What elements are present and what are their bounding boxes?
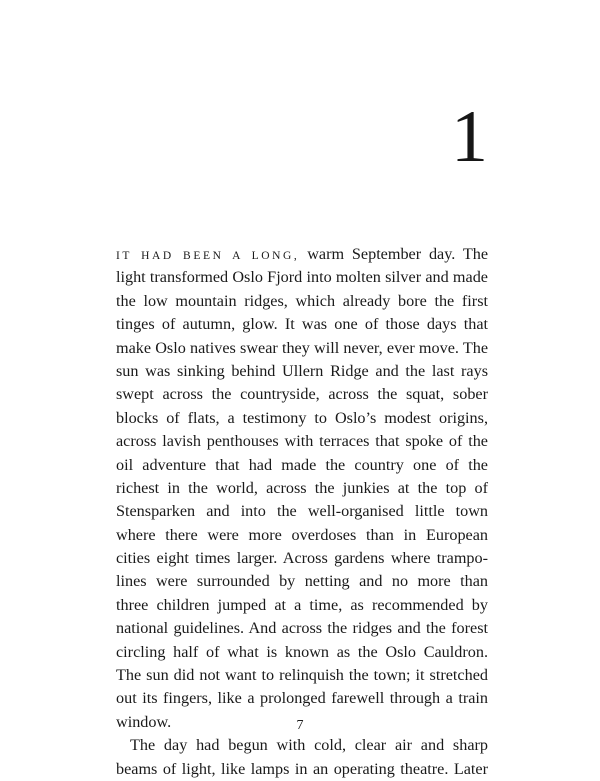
text-line: tinges of autumn, glow. It was one of those days that (116, 315, 488, 334)
text-line: Stensparken and into the well-organised little town (116, 502, 488, 521)
text-line: make Oslo natives swear they will never, ever move. The (116, 338, 488, 357)
text-line: The sun did not want to relinquish the town; it stretched (116, 666, 488, 685)
text-line: beams of light, like lamps in an operating theatre. Later (116, 759, 488, 778)
text-line: the low mountain ridges, which already bore the first (116, 291, 488, 310)
paragraph-1 (116, 243, 488, 734)
text-line: sun was sinking behind Ullern Ridge and the last rays (116, 361, 488, 380)
text-line: The day had begun with cold, clear air and sharp (130, 736, 488, 755)
text-line: lines were surrounded by netting and no more than (116, 572, 488, 591)
text-line-rest: warm September day. The (299, 245, 489, 263)
page-number: 7 (296, 718, 304, 733)
body-text (116, 243, 488, 781)
text-line (116, 243, 488, 266)
text-line: out its fingers, like a prolonged farewell through a train (116, 689, 488, 708)
text-line: window. (116, 712, 172, 731)
lead-in-smallcaps: IT HAD BEEN A LONG, (116, 250, 300, 262)
text-line: richest in the world, across the junkies at the top of (116, 478, 488, 497)
text-line: light transformed Oslo Fjord into molten silver and made (116, 268, 488, 287)
text-line: circling half of what is known as the Oslo Cauldron. (116, 642, 488, 661)
paragraph-2 (116, 734, 488, 781)
chapter-number: 1 (451, 96, 488, 178)
text-line: cities eight times larger. Across gardens where trampo- (116, 549, 488, 568)
text-line: across lavish penthouses with terraces that spoke of the (116, 432, 488, 451)
text-line: national guidelines. And across the ridges and the forest (116, 619, 488, 638)
text-line: three children jumped at a time, as recommended by (116, 595, 488, 614)
text-line: blocks of flats, a testimony to Oslo’s modest origins, (116, 408, 488, 427)
text-line: oil adventure that had made the country one of the (116, 455, 488, 474)
text-line: swept across the countryside, across the squat, sober (116, 385, 488, 404)
text-line: where there were more overdoses than in European (116, 525, 488, 544)
